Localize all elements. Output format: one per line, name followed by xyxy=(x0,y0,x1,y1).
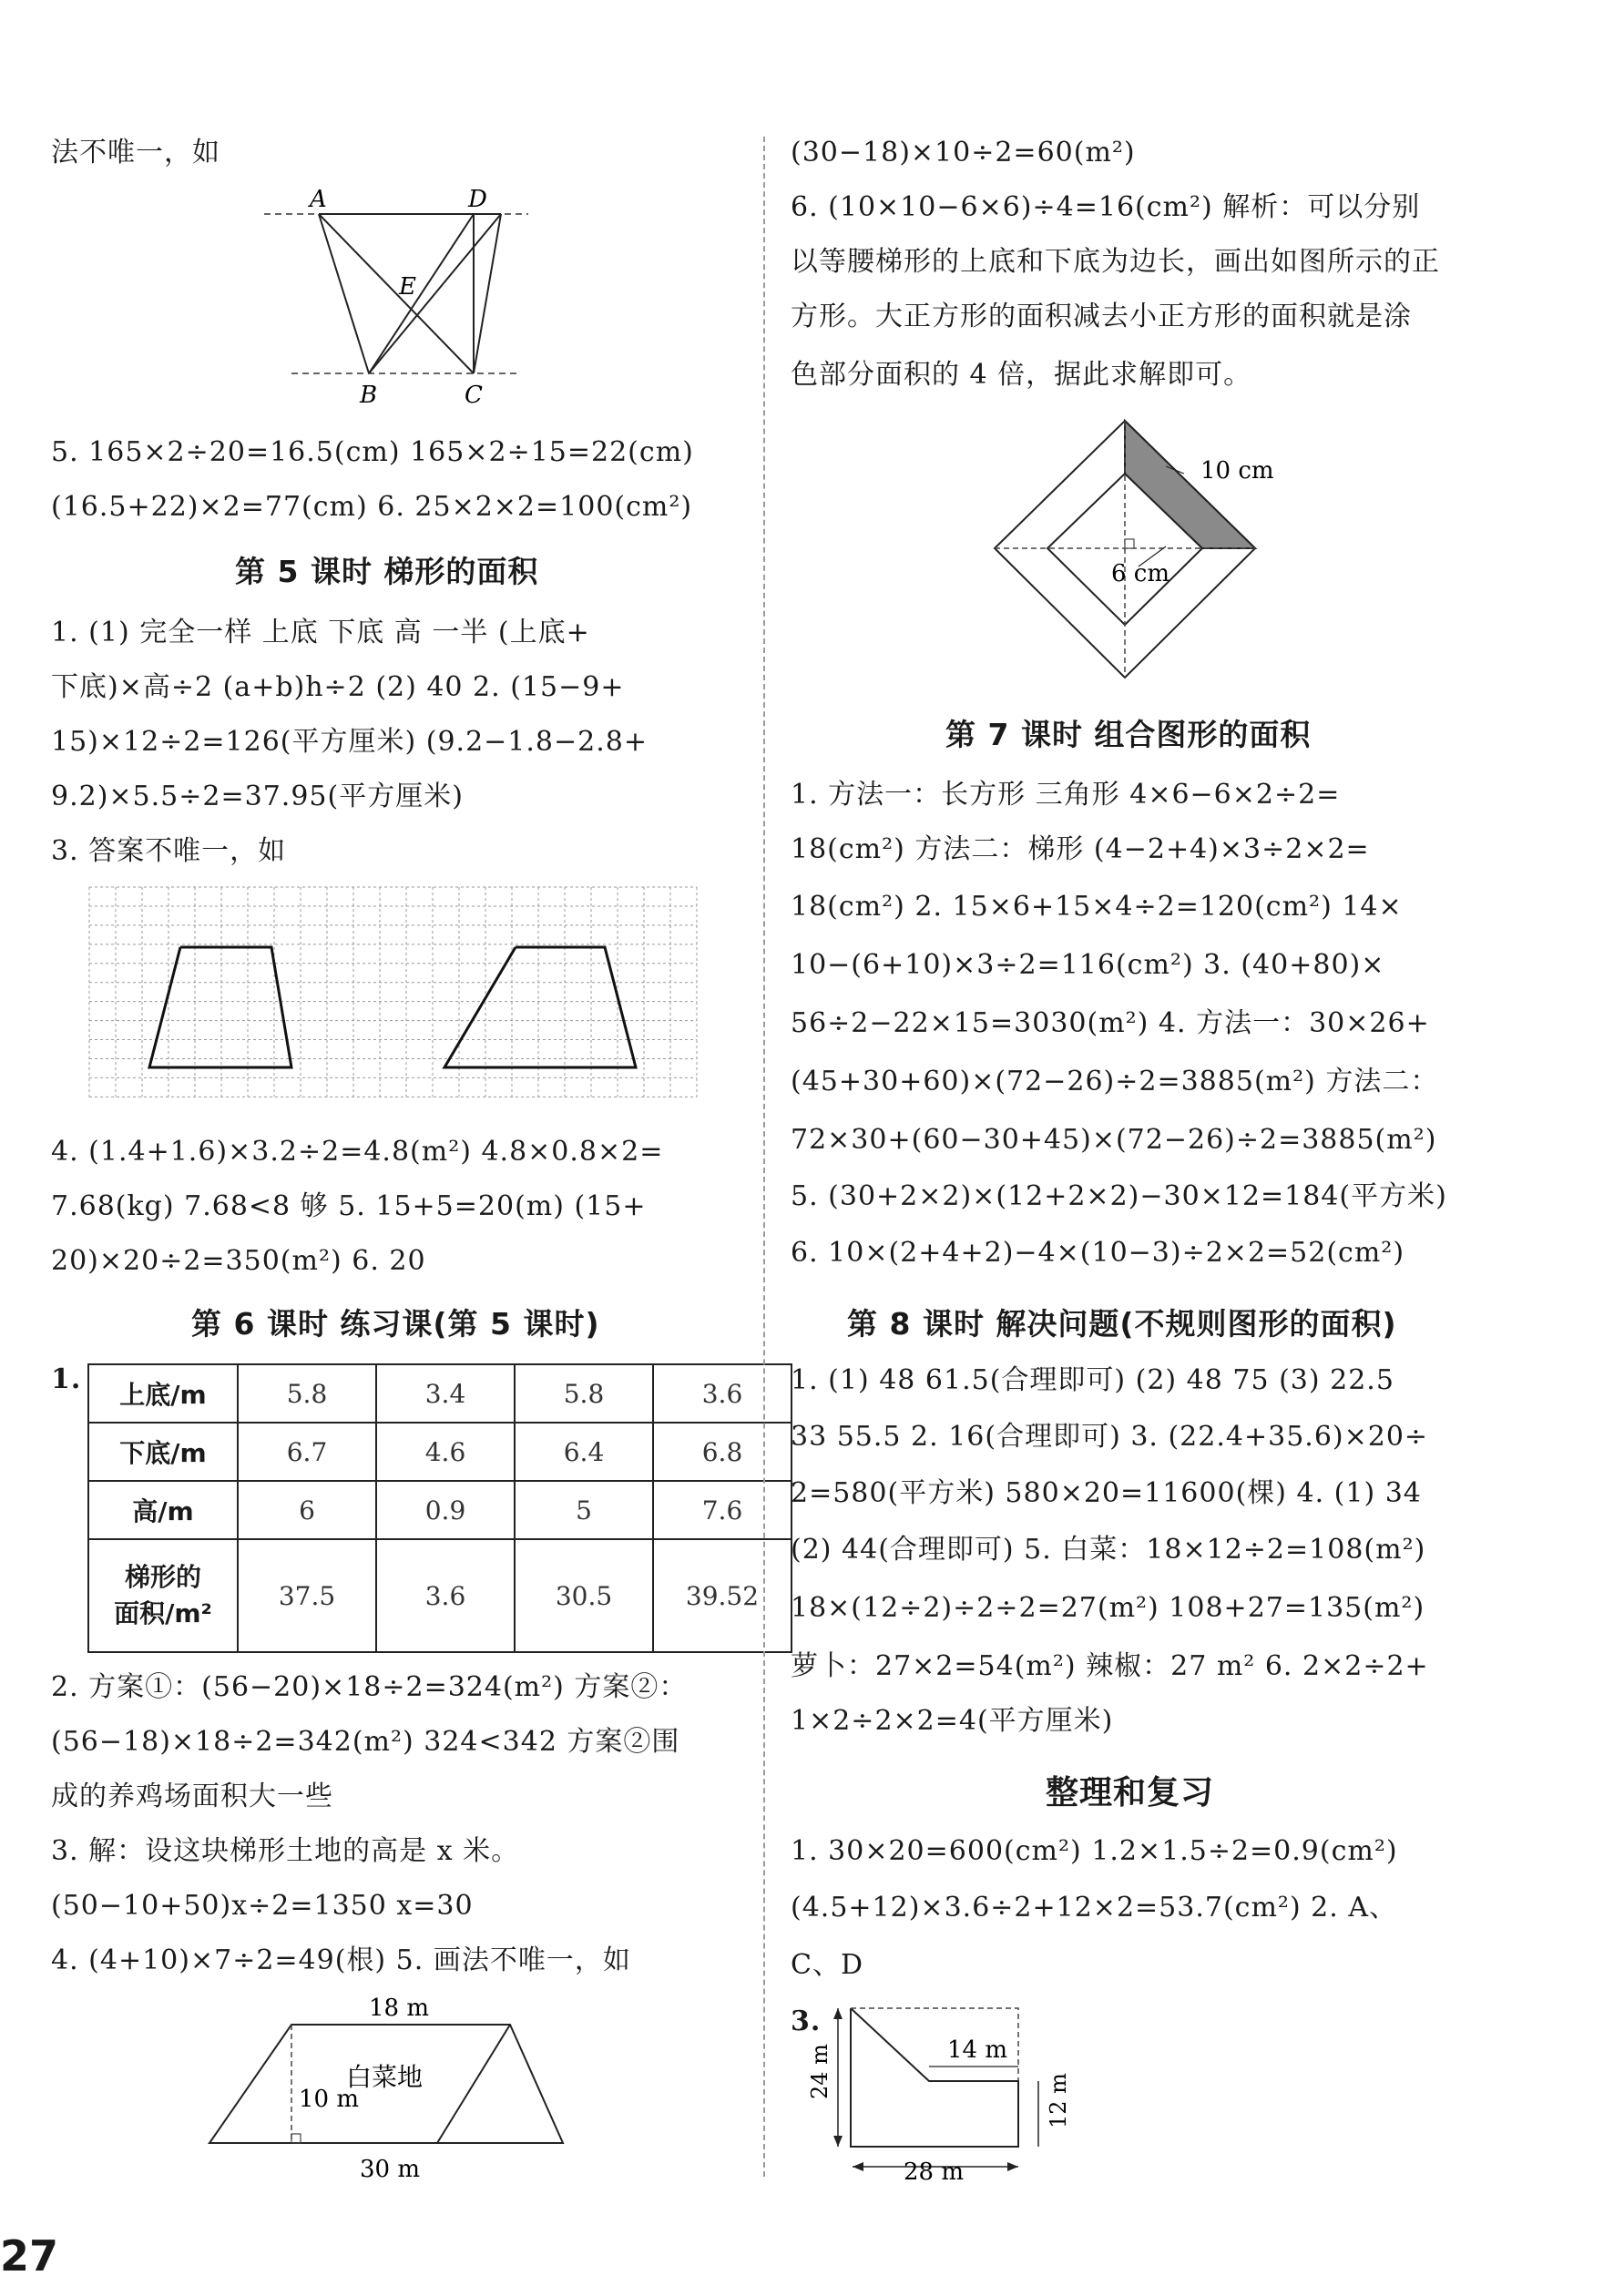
cabbage-field-figure xyxy=(200,1990,583,2186)
text-line: 2=580(平方米) 580×20=11600(棵) 4. (1) 34 xyxy=(791,1477,1422,1509)
text-line: (45+30+60)×(72−26)÷2=3885(m²) 方法二： xyxy=(791,1066,1439,1097)
text-line: 萝卜：27×2=54(m²) 辣椒：27 m² 6. 2×2÷2+ xyxy=(791,1650,1429,1682)
table-cell: 5.8 xyxy=(515,1364,653,1423)
section-heading: 第 7 课时 组合图形的面积 xyxy=(945,717,1312,752)
label-c: C xyxy=(465,382,483,409)
text-line: 4. (1.4+1.6)×3.2÷2=4.8(m²) 4.8×0.8×2= xyxy=(51,1136,664,1168)
text-line: 成的养鸡场面积大一些 xyxy=(51,1781,333,1812)
table-cell: 3.6 xyxy=(376,1539,515,1652)
grid-trapezoids-figure xyxy=(89,883,701,1102)
text-line: 5. (30+2×2)×(12+2×2)−30×12=184(平方米) xyxy=(791,1180,1447,1212)
text-line: 18×(12÷2)÷2÷2=27(m²) 108+27=135(m²) xyxy=(791,1592,1425,1624)
text-line: 1. 方法一：长方形 三角形 4×6−6×2÷2= xyxy=(791,779,1341,811)
text-line: 2. 方案①：(56−20)×18÷2=324(m²) 方案②： xyxy=(51,1671,688,1703)
label-field: 白菜地 xyxy=(346,2062,424,2092)
table-cell: 6.8 xyxy=(653,1423,792,1481)
column-divider xyxy=(763,137,765,2177)
label-b: B xyxy=(360,382,378,409)
section-heading: 第 5 课时 梯形的面积 xyxy=(235,554,539,589)
label-top: 14 m xyxy=(947,2036,1008,2064)
trapezoid-table xyxy=(87,1363,792,1653)
text-line: 1×2÷2×2=4(平方厘米) xyxy=(791,1705,1114,1737)
text-line: 以等腰梯形的上底和下底为边长，画出如图所示的正 xyxy=(791,246,1440,278)
composite-shape-figure xyxy=(807,1999,1084,2186)
label-top: 18 m xyxy=(369,1995,430,2022)
table-cell: 6.4 xyxy=(515,1423,653,1481)
table-header xyxy=(88,1539,238,1652)
table-cell: 3.4 xyxy=(376,1364,515,1423)
text-line: 7.68(kg) 7.68<8 够 5. 15+5=20(m) (15+ xyxy=(51,1190,647,1222)
text-line: C、D xyxy=(791,1949,864,1981)
text-line: 56÷2−22×15=3030(m²) 4. 方法一：30×26+ xyxy=(791,1007,1430,1039)
table-header: 下底/m xyxy=(88,1423,238,1481)
table-header-line: 面积/m² xyxy=(114,1598,212,1628)
text-line: 方形。大正方形的面积减去小正方形的面积就是涂 xyxy=(791,301,1412,332)
table-header-line: 梯形的 xyxy=(124,1562,201,1592)
table-cell: 0.9 xyxy=(376,1481,515,1539)
question-number: 3. xyxy=(791,2005,822,2037)
nested-squares-figure xyxy=(984,410,1293,692)
label-a: A xyxy=(310,186,327,213)
text-line: 15)×12÷2=126(平方厘米) (9.2−1.8−2.8+ xyxy=(51,726,648,758)
text-line: 3. 解：设这块梯形土地的高是 x 米。 xyxy=(51,1835,520,1867)
text-line: 1. 30×20=600(cm²) 1.2×1.5÷2=0.9(cm²) xyxy=(791,1835,1398,1867)
text-line: (50−10+50)x÷2=1350 x=30 xyxy=(51,1890,474,1922)
text-line: 18(cm²) 方法二：梯形 (4−2+4)×3÷2×2= xyxy=(791,833,1370,865)
text-line: 1. (1) 完全一样 上底 下底 高 一半 (上底+ xyxy=(51,617,590,648)
text-line: (30−18)×10÷2=60(m²) xyxy=(791,137,1136,168)
table-cell: 5.8 xyxy=(238,1364,376,1423)
text-line: 9.2)×5.5÷2=37.95(平方厘米) xyxy=(51,781,464,812)
table-cell: 7.6 xyxy=(653,1481,792,1539)
question-number: 1. xyxy=(51,1363,82,1395)
label-bottom: 30 m xyxy=(360,2156,421,2183)
text-line: 法不唯一，如 xyxy=(51,137,220,168)
label-right: 12 m xyxy=(1046,2073,1071,2128)
section-heading: 整理和复习 xyxy=(1046,1774,1215,1811)
table-cell: 6.7 xyxy=(238,1423,376,1481)
text-line: 72×30+(60−30+45)×(72−26)÷2=3885(m²) xyxy=(791,1124,1437,1156)
text-line: 6. 10×(2+4+2)−4×(10−3)÷2×2=52(cm²) xyxy=(791,1237,1405,1269)
section-heading: 第 8 课时 解决问题(不规则图形的面积) xyxy=(847,1306,1397,1342)
page-number: 27 xyxy=(0,2231,59,2281)
label-inner: 6 cm xyxy=(1111,560,1170,587)
text-line: 20)×20÷2=350(m²) 6. 20 xyxy=(51,1245,426,1277)
table-cell: 3.6 xyxy=(653,1364,792,1423)
trapezoid-diagonals-figure xyxy=(255,187,546,414)
label-bottom: 28 m xyxy=(904,2158,965,2186)
text-line: 18(cm²) 2. 15×6+15×4÷2=120(cm²) 14× xyxy=(791,891,1403,923)
text-line: (4.5+12)×3.6÷2+12×2=53.7(cm²) 2. A、 xyxy=(791,1892,1398,1924)
text-line: 5. 165×2÷20=16.5(cm) 165×2÷15=22(cm) xyxy=(51,436,694,468)
text-line: 33 55.5 2. 16(合理即可) 3. (22.4+35.6)×20÷ xyxy=(791,1421,1429,1453)
text-line: 1. (1) 48 61.5(合理即可) (2) 48 75 (3) 22.5 xyxy=(791,1364,1394,1396)
label-outer: 10 cm xyxy=(1200,457,1274,485)
text-line: 10−(6+10)×3÷2=116(cm²) 3. (40+80)× xyxy=(791,949,1385,981)
table-header: 高/m xyxy=(88,1481,238,1539)
text-line: 下底)×高÷2 (a+b)h÷2 (2) 40 2. (15−9+ xyxy=(51,671,625,703)
table-cell: 6 xyxy=(238,1481,376,1539)
text-line: 6. (10×10−6×6)÷4=16(cm²) 解析：可以分别 xyxy=(791,191,1421,223)
table-cell: 5 xyxy=(515,1481,653,1539)
label-e: E xyxy=(399,273,416,301)
table-cell: 37.5 xyxy=(238,1539,376,1652)
text-line: 4. (4+10)×7÷2=49(根) 5. 画法不唯一，如 xyxy=(51,1944,631,1976)
text-line: (2) 44(合理即可) 5. 白菜：18×12÷2=108(m²) xyxy=(791,1534,1426,1566)
text-line: 3. 答案不唯一，如 xyxy=(51,835,287,867)
text-line: (56−18)×18÷2=342(m²) 324<342 方案②围 xyxy=(51,1726,680,1758)
label-left: 24 m xyxy=(807,2044,832,2099)
text-line: 色部分面积的 4 倍，据此求解即可。 xyxy=(791,359,1252,391)
label-height: 10 m xyxy=(299,2086,360,2113)
section-heading: 第 6 课时 练习课(第 5 课时) xyxy=(191,1306,600,1342)
table-cell: 39.52 xyxy=(653,1539,792,1652)
text-line: (16.5+22)×2=77(cm) 6. 25×2×2=100(cm²) xyxy=(51,491,693,523)
table-header: 上底/m xyxy=(88,1364,238,1423)
label-d: D xyxy=(468,186,487,213)
table-cell: 4.6 xyxy=(376,1423,515,1481)
table-cell: 30.5 xyxy=(515,1539,653,1652)
